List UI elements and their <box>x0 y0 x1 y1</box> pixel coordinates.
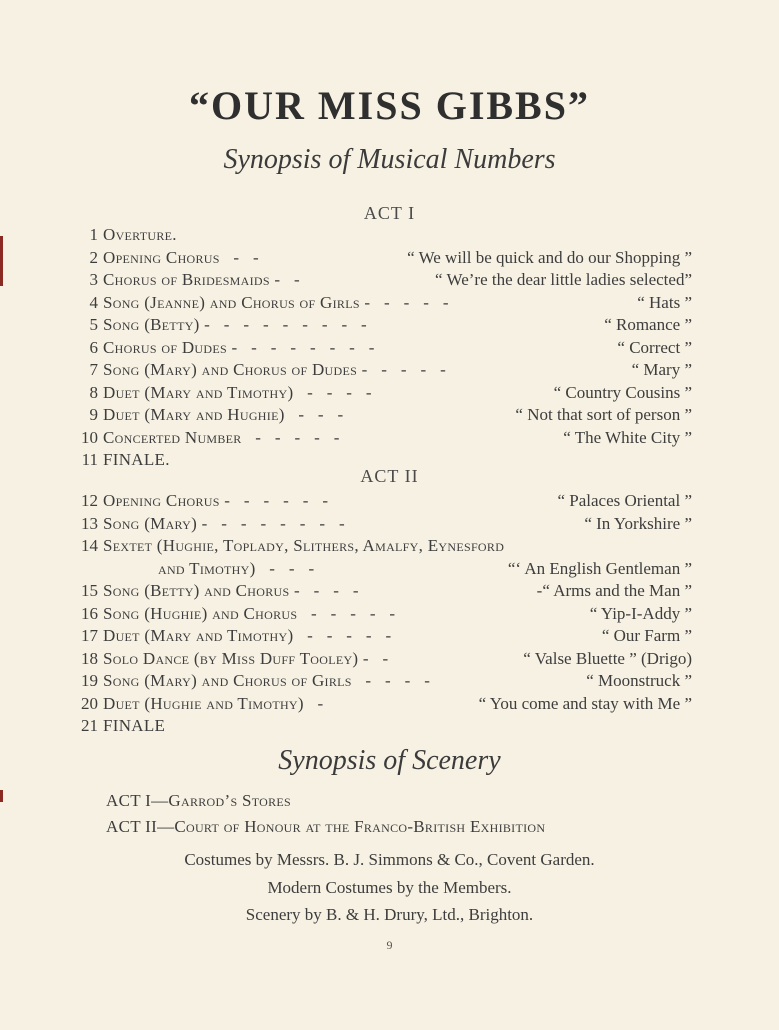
number-description: Song (Jeanne) and Chorus of Girls - - - - - <box>103 292 449 312</box>
act2-numbers-list <box>72 490 692 738</box>
number-description: Duet (Mary and Timothy) - - - - <box>103 382 372 402</box>
number-index: 2 <box>89 247 98 267</box>
number-description: Solo Dance (by Miss Duff Tooley) - - <box>103 648 389 668</box>
number-description: Concerted Number - - - - - <box>103 427 340 447</box>
number-song-title: “ Our Farm ” <box>601 626 692 645</box>
number-index: 14 <box>81 536 98 555</box>
number-song-title: “ Moonstruck ” <box>586 671 692 690</box>
number-song-title: “ Not that sort of person ” <box>515 405 692 424</box>
number-index: 13 <box>81 513 98 533</box>
musical-numbers-heading: Synopsis of Musical Numbers <box>223 144 556 175</box>
number-index: 19 <box>81 671 98 690</box>
musical-number-row <box>72 359 692 382</box>
act1-heading: ACT I <box>363 203 416 223</box>
number-description: Chorus of Dudes - - - - - - - - <box>103 337 375 357</box>
number-description: FINALE. <box>103 450 170 469</box>
page-edge-mark <box>0 790 3 802</box>
musical-number-row <box>72 247 692 270</box>
credit-costumes: Costumes by Messrs. B. J. Simmons & Co., Covent Garden. <box>184 850 595 869</box>
number-description: Opening Chorus - - <box>103 247 259 267</box>
number-index: 1 <box>89 225 98 244</box>
number-song-title: “ You come and stay with Me ” <box>478 693 692 713</box>
number-index: 10 <box>81 427 98 447</box>
show-title: “OUR MISS GIBBS” <box>189 83 590 128</box>
number-description: Overture. <box>103 225 177 244</box>
musical-number-row <box>72 269 692 292</box>
number-song-title: “‘ An English Gentleman ” <box>507 558 692 578</box>
number-index: 16 <box>81 603 98 623</box>
number-index: 7 <box>89 360 98 379</box>
number-description: and Timothy) - - - <box>158 558 315 578</box>
number-description: Song (Mary) and Chorus of Dudes - - - - - <box>103 360 447 379</box>
number-description: FINALE <box>103 716 166 735</box>
number-description: Opening Chorus - - - - - - <box>103 491 329 510</box>
act2-heading: ACT II <box>360 466 419 486</box>
credit-modern-costumes: Modern Costumes by the Members. <box>267 878 512 897</box>
scenery-heading: Synopsis of Scenery <box>278 745 501 776</box>
number-song-title: “ Palaces Oriental ” <box>557 491 692 510</box>
musical-number-row <box>72 715 692 738</box>
number-song-title: “ Valse Bluette ” (Drigo) <box>523 648 692 668</box>
number-song-title: “ Mary ” <box>631 360 692 379</box>
number-index: 8 <box>89 382 98 402</box>
musical-number-row <box>72 535 692 558</box>
number-song-title: “ Correct ” <box>617 337 692 357</box>
musical-number-row <box>72 314 692 337</box>
musical-number-row <box>72 427 692 450</box>
musical-number-row <box>72 693 692 716</box>
number-index: 6 <box>89 337 98 357</box>
number-index: 12 <box>81 491 98 510</box>
number-description: Song (Betty) - - - - - - - - - <box>103 315 368 334</box>
number-index: 17 <box>81 626 98 645</box>
musical-number-row <box>72 382 692 405</box>
number-song-title: “ Country Cousins ” <box>553 382 692 402</box>
credit-scenery: Scenery by B. & H. Drury, Ltd., Brighton. <box>245 905 534 924</box>
number-song-title: “ We will be quick and do our Shopping ” <box>407 247 692 267</box>
number-index: 4 <box>89 292 98 312</box>
number-description: Song (Mary) and Chorus of Girls - - - - <box>103 671 431 690</box>
number-index: 18 <box>81 648 98 668</box>
number-description: Duet (Mary and Timothy) - - - - - <box>103 626 392 645</box>
number-description: Song (Mary) - - - - - - - - <box>103 513 345 533</box>
number-index: 11 <box>81 450 98 469</box>
musical-number-row <box>72 224 692 247</box>
musical-number-row <box>72 513 692 536</box>
musical-number-row <box>72 648 692 671</box>
musical-number-row <box>72 625 692 648</box>
musical-number-row <box>72 292 692 315</box>
musical-number-row <box>72 603 692 626</box>
number-song-title: “ We’re the dear little ladies selected” <box>435 270 692 289</box>
number-description: Song (Betty) and Chorus - - - - <box>103 581 359 600</box>
number-song-title: “ The White City ” <box>563 427 692 447</box>
number-description: Chorus of Bridesmaids - - <box>103 270 300 289</box>
musical-number-row <box>72 580 692 603</box>
number-song-title: “ Yip-I-Addy ” <box>589 603 692 623</box>
musical-number-row <box>72 404 692 427</box>
number-description: Duet (Hughie and Timothy) - <box>103 693 324 713</box>
number-index: 15 <box>81 581 98 600</box>
number-song-title: “ Hats ” <box>637 292 692 312</box>
number-index: 21 <box>81 716 98 735</box>
page-edge-mark <box>0 236 3 286</box>
number-index: 9 <box>89 405 98 424</box>
number-description: Duet (Mary and Hughie) - - - <box>103 405 344 424</box>
musical-number-row <box>72 337 692 360</box>
page-number: 9 <box>386 938 393 952</box>
number-description: Song (Hughie) and Chorus - - - - - <box>103 603 396 623</box>
act1-numbers-list <box>72 224 692 472</box>
number-song-title: -“ Arms and the Man ” <box>536 581 692 600</box>
number-index: 3 <box>89 270 98 289</box>
number-description: Sextet (Hughie, Toplady, Slithers, Amalfy, Eynesford <box>103 536 505 555</box>
number-index: 20 <box>81 693 98 713</box>
number-song-title: “ In Yorkshire ” <box>584 513 692 533</box>
musical-number-row <box>72 490 692 513</box>
musical-number-row <box>72 558 692 581</box>
musical-number-row <box>72 670 692 693</box>
number-song-title: “ Romance ” <box>604 315 692 334</box>
scenery-act1: ACT I—Garrod’s Stores <box>106 791 292 810</box>
number-index: 5 <box>89 315 98 334</box>
scenery-act2: ACT II—Court of Honour at the Franco-British Exhibition <box>106 817 546 836</box>
